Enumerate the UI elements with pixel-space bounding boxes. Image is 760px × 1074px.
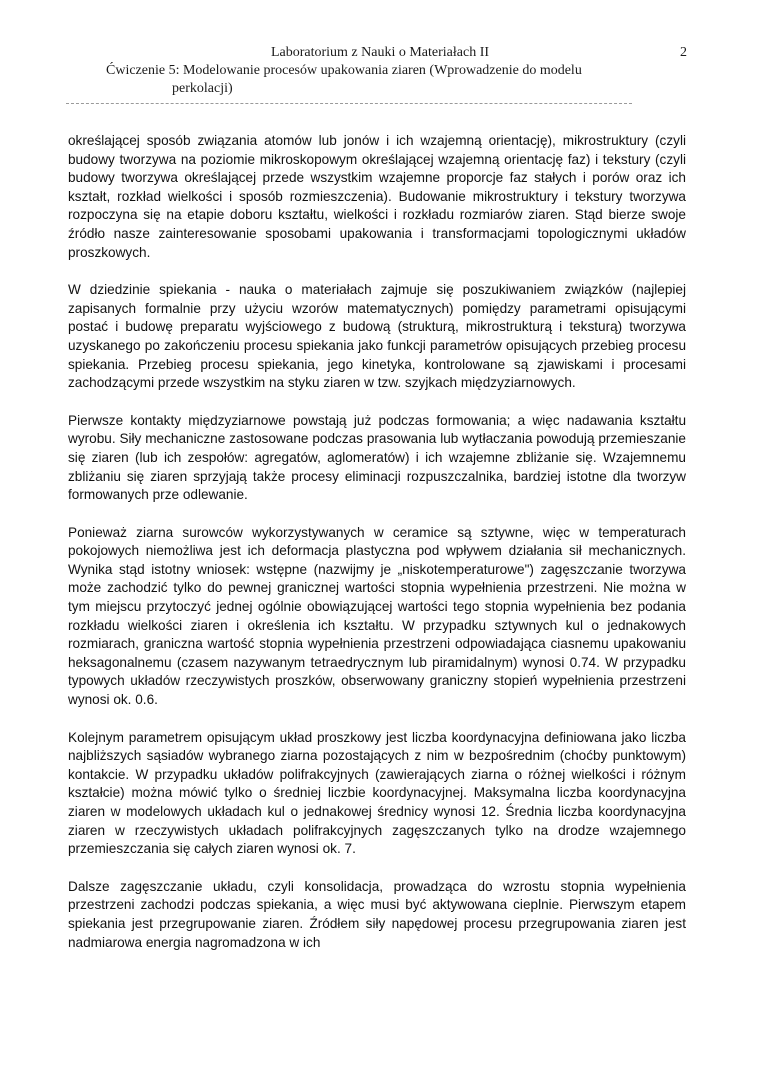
header-divider: [66, 103, 632, 104]
paragraph-4: Ponieważ ziarna surowców wykorzystywanych w ceramice są sztywne, więc w temperaturach pokojowych niemożliwa jest ich deformacja plastyczna pod wpływem działania sił mechanicznych. Wynika stąd istotny wniosek: wstępne (nazwijmy je „niskotemperaturowe") zagęszczanie tworzywa może zachodzić tylko do pewnej granicznej wartości stopnia wypełnienia przestrzeni. Nie można w tym miejscu przytoczyć jednej ogólnie obowiązującej wartości tego stopnia wypełnienia bez podania rozkładu wielkości ziaren i określenia ich kształtu. W przypadku sztywnych kul o jednakowych rozmiarach, graniczna wartość stopnia wypełnienia przestrzeni odpowiadająca ciasnemu upakowaniu heksagonalnemu (czasem nazywanym tetraedrycznym lub piramidalnym) wynosi 0.74. W przypadku typowych układów rzeczywistych proszków, obserwowany graniczny stopień wypełnienia przestrzeni wynosi ok. 0.6.: [68, 524, 686, 708]
header-title-line2: Ćwiczenie 5: Modelowanie procesów upakowania ziaren (Wprowadzenie do modelu: [106, 63, 582, 78]
body-text: [68, 132, 686, 952]
paragraph-5: Kolejnym parametrem opisującym układ proszkowy jest liczba koordynacyjna definiowana jako liczba najbliższych sąsiadów wybranego ziarna pozostających z nim w bezpośrednim (choćby punktowym) kontakcie. W przypadku układów polifrakcyjnych (zawierających ziarna o różnej wielkości i różnym kształcie) można mówić tylko o średniej liczbie koordynacyjnej. Maksymalna liczba koordynacyjna ziaren w modelowych układach kul o jednakowej średnicy wynosi 12. Średnia liczba koordynacyjna ziaren w rzeczywistych układach polifrakcyjnych zagęszczanych tylko na drodze wzajemnego przemieszczania się całych ziaren wynosi ok. 7.: [68, 729, 686, 857]
page-number: 2: [680, 45, 687, 60]
header-title-line1: Laboratorium z Nauki o Materiałach II: [270, 45, 490, 60]
header-title-line3: perkolacji): [172, 81, 233, 96]
paragraph-6: Dalsze zagęszczanie układu, czyli konsolidacja, prowadząca do wzrostu stopnia wypełnienia przestrzeni zachodzi podczas spiekania, a więc musi być aktywowana cieplnie. Pierwszym etapem spiekania jest przegrupowanie ziaren. Źródłem siły napędowej procesu przegrupowania ziaren jest nadmiarowa energia nagromadzona w ich: [68, 878, 686, 950]
paragraph-2: W dziedzinie spiekania - nauka o materiałach zajmuje się poszukiwaniem związków (najlepiej zapisanych formalnie przy użyciu wzorów matematycznych) pomiędzy parametrami opisującymi postać i budowę preparatu wyjściowego z budową (strukturą, mikrostrukturą i teksturą) tworzywa uzyskanego po zakończeniu procesu spiekania jako funkcji parametrów opisujących przebieg procesu spiekania. Przebieg procesu spiekania, jego kinetyka, kontrolowane są zjawiskami i procesami zachodzącymi przede wszystkim na styku ziaren w tzw. szyjkach międzyziarnowych.: [68, 282, 686, 391]
paragraph-3: Pierwsze kontakty międzyziarnowe powstają już podczas formowania; a więc nadawania kształtu wyrobu. Siły mechaniczne zastosowane podczas prasowania lub wytłaczania powodują przemieszanie się ziaren (lub ich zespołów: agregatów, aglomeratów) i ich wzajemne zbliżanie się. Wzajemnemu zbliżaniu się ziaren sprzyjają także procesy eliminacji rozpuszczalnika, bardziej istotne dla tworzyw formowanych prze odlewanie.: [68, 412, 686, 503]
paragraph-1: określającej sposób związania atomów lub jonów i ich wzajemną orientację), mikrostruktury (czyli budowy tworzywa na poziomie mikroskopowym określającej wzajemną orientację faz) i tekstury (czyli budowy tworzywa określającej przede wszystkim wzajemne proporcje faz stałych i porów oraz ich kształt, rozkład wielkości i sposób rozmieszczenia). Budowanie mikrostruktury i tekstury tworzywa rozpoczyna się na etapie doboru kształtu, wielkości i rozkładu rozmiarów ziaren. Stąd bierze swoje źródło nasze zainteresowanie sposobami upakowania i transformacjami topologicznymi układów proszkowych.: [68, 133, 686, 260]
header-subtitle: [106, 62, 666, 98]
